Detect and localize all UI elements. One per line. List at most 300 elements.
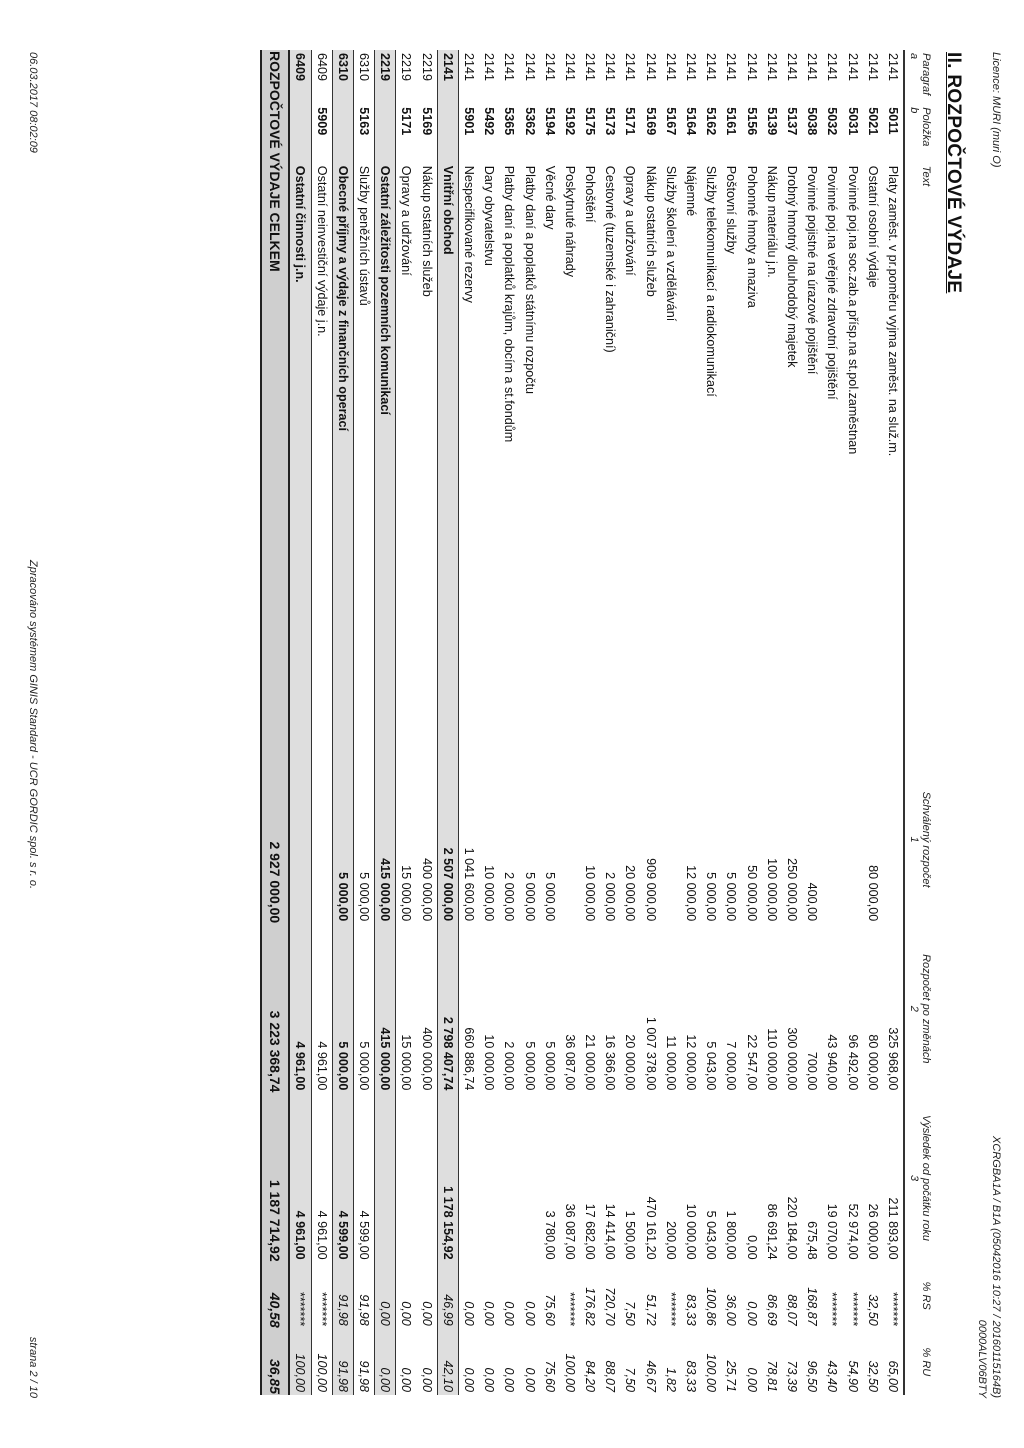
cell-paragraf: 6310 — [332, 50, 353, 104]
cell-vysledek: 36 087,00 — [562, 1203, 577, 1260]
cell-po-zmenach: 5 000,00 — [332, 924, 353, 1093]
col-index-b: b — [904, 104, 920, 163]
cell-po-zmenach: 22 547,00 — [744, 1034, 759, 1091]
total-vysledek: 1 187 714,92 — [261, 1093, 289, 1262]
cell-polozka: 5163 — [357, 107, 372, 136]
cell-text: Ostatní činnosti j.n. — [289, 163, 311, 755]
cell-paragraf: 2141 — [461, 53, 476, 82]
cell-po-zmenach: 16 366,00 — [603, 1034, 618, 1091]
cell-schvaleny: 10 000,00 — [482, 865, 497, 922]
cell-pct-rs: 0,00 — [502, 1301, 517, 1326]
cell-pct-ru: 84,20 — [583, 1360, 598, 1392]
subtotal-row — [289, 50, 311, 1395]
cell-paragraf: 2141 — [704, 53, 719, 82]
expenditure-table — [260, 50, 932, 1395]
cell-text: Poskytnuté náhrady — [562, 165, 577, 278]
cell-text: Opravy a udržování — [623, 165, 638, 276]
cell-schvaleny: 15 000,00 — [399, 865, 414, 922]
cell-vysledek — [396, 1093, 417, 1262]
cell-po-zmenach: 5 000,00 — [357, 1041, 372, 1091]
cell-pct-ru: 100,00 — [562, 1353, 577, 1392]
col-index-2: 2 — [904, 924, 920, 1093]
page-number: strana 2 / 10 — [27, 1336, 39, 1398]
cell-vysledek: 14 414,00 — [603, 1203, 618, 1260]
table-row — [802, 50, 822, 1395]
cell-pct-ru: 91,98 — [332, 1329, 353, 1395]
table-row — [600, 50, 620, 1395]
cell-po-zmenach: 415 000,00 — [375, 924, 396, 1093]
cell-text: Obecné příjmy a výdaje z finančních operací — [332, 163, 353, 755]
cell-pct-ru: 0,00 — [375, 1329, 396, 1395]
cell-pct-ru: 1,82 — [663, 1367, 678, 1392]
cell-text: Ostatní záležitosti pozemních komunikací — [375, 163, 396, 755]
cell-po-zmenach: 400 000,00 — [419, 1027, 434, 1091]
table-row — [822, 50, 842, 1395]
cell-pct-ru: 73,39 — [784, 1360, 799, 1392]
cell-text: Povinné poj.na soc.zab.a přísp.na st.pol.zaměstnan — [845, 165, 860, 455]
cell-paragraf: 2141 — [502, 53, 517, 82]
cell-polozka: 5156 — [744, 107, 759, 136]
table-row — [540, 50, 560, 1395]
cell-pct-rs: 0,00 — [375, 1263, 396, 1329]
table-row — [479, 50, 499, 1395]
col-polozka: Položka — [920, 107, 932, 147]
cell-pct-rs: 32,50 — [865, 1294, 880, 1326]
cell-paragraf: 6310 — [357, 53, 372, 82]
cell-pct-rs: 0,00 — [482, 1301, 497, 1326]
cell-text: Pohoštění — [583, 165, 598, 223]
cell-paragraf: 2141 — [603, 53, 618, 82]
cell-paragraf: 2141 — [825, 53, 840, 82]
cell-pct-ru: 7,50 — [623, 1367, 638, 1392]
cell-paragraf: 2141 — [784, 53, 799, 82]
cell-pct-ru: 0,00 — [744, 1367, 759, 1392]
table-row — [863, 50, 883, 1395]
cell-pct-rs: 100,86 — [704, 1287, 719, 1326]
cell-pct-ru: 75,60 — [542, 1360, 557, 1392]
cell-pct-ru: 32,50 — [865, 1360, 880, 1392]
cell-po-zmenach: 21 000,00 — [583, 1034, 598, 1091]
col-index-3: 3 — [904, 1093, 920, 1262]
cell-pct-ru: 96,50 — [805, 1360, 820, 1392]
table-row — [681, 50, 701, 1395]
cell-po-zmenach: 10 000,00 — [482, 1034, 497, 1091]
cell-vysledek: 675,48 — [805, 1221, 820, 1260]
cell-paragraf: 2141 — [437, 50, 458, 104]
cell-text: Povinné pojistné na úrazové pojištění — [805, 165, 820, 375]
cell-po-zmenach: 700,00 — [805, 1051, 820, 1091]
cell-po-zmenach: 20 000,00 — [623, 1034, 638, 1091]
report-code: XCRGBA1A / B1A (05042016 10:27 / 20160115164B) — [990, 1136, 1002, 1398]
cell-vysledek: 1 500,00 — [623, 1210, 638, 1260]
cell-pct-rs: 7,50 — [623, 1301, 638, 1326]
cell-pct-ru: 78,81 — [764, 1360, 779, 1392]
cell-schvaleny: 80 000,00 — [865, 865, 880, 922]
cell-paragraf: 2219 — [399, 53, 414, 82]
cell-vysledek: 4 599,00 — [357, 1210, 372, 1260]
table-row — [620, 50, 640, 1395]
cell-vysledek: 17 682,00 — [583, 1203, 598, 1260]
cell-text: Platby daní a poplatků krajům, obcím a st.fondům — [502, 165, 517, 443]
cell-text: Poštovní služby — [724, 165, 739, 254]
cell-schvaleny — [842, 755, 862, 924]
cell-po-zmenach: 660 886,74 — [461, 1027, 476, 1091]
cell-paragraf: 2141 — [522, 53, 537, 82]
cell-polozka: 5173 — [603, 107, 618, 136]
cell-text: Povinné poj.na veřejné zdravotní pojištění — [825, 165, 840, 400]
cell-paragraf: 2219 — [375, 50, 396, 104]
cell-vysledek: 220 184,00 — [784, 1196, 799, 1260]
cell-po-zmenach: 325 968,00 — [885, 1027, 900, 1091]
cell-polozka: 5909 — [314, 107, 329, 136]
total-po-zmenach: 3 223 368,74 — [261, 924, 289, 1093]
col-pct-rs: % RS — [920, 1281, 932, 1310]
cell-schvaleny — [289, 755, 311, 924]
cell-pct-ru: 42,10 — [437, 1329, 458, 1395]
cell-pct-ru: 88,07 — [603, 1360, 618, 1392]
cell-polozka: 5492 — [482, 107, 497, 136]
cell-po-zmenach: 4 961,00 — [314, 1041, 329, 1091]
cell-pct-rs: 0,00 — [522, 1301, 537, 1326]
cell-pct-rs: 83,33 — [684, 1294, 699, 1326]
cell-pct-rs: 0,00 — [744, 1301, 759, 1326]
table-row — [417, 50, 438, 1395]
cell-text: Nákup ostatních služeb — [643, 165, 658, 297]
total-pct-ru: 36,85 — [261, 1329, 289, 1395]
cell-schvaleny — [661, 755, 681, 924]
cell-text: Nájemné — [684, 165, 699, 217]
cell-polozka: 5169 — [643, 107, 658, 136]
cell-po-zmenach: 15 000,00 — [399, 1034, 414, 1091]
cell-po-zmenach: 5 043,00 — [704, 1041, 719, 1091]
cell-vysledek: 10 000,00 — [684, 1203, 699, 1260]
cell-polozka — [289, 104, 311, 163]
cell-pct-rs: 0,00 — [419, 1301, 434, 1326]
cell-po-zmenach: 96 492,00 — [845, 1034, 860, 1091]
table-row — [560, 50, 580, 1395]
cell-text: Vnitřní obchod — [437, 163, 458, 755]
subtotal-row — [437, 50, 458, 1395]
subtotal-row — [332, 50, 353, 1395]
cell-pct-ru: 100,00 — [289, 1329, 311, 1395]
col-pct-ru: % RU — [920, 1347, 932, 1377]
cell-vysledek — [499, 1093, 519, 1262]
cell-schvaleny: 1 041 600,00 — [461, 847, 476, 922]
table-row — [580, 50, 600, 1395]
cell-po-zmenach: 80 000,00 — [865, 1034, 880, 1091]
cell-pct-rs: 91,98 — [357, 1294, 372, 1326]
cell-paragraf: 2141 — [562, 53, 577, 82]
cell-schvaleny — [560, 755, 580, 924]
cell-paragraf: 2141 — [805, 53, 820, 82]
cell-text: Nákup materiálu j.n. — [764, 165, 779, 278]
cell-vysledek — [417, 1093, 438, 1262]
table-row — [721, 50, 741, 1395]
table-row — [883, 50, 904, 1395]
col-index-1: 1 — [904, 755, 920, 924]
cell-paragraf: 2141 — [542, 53, 557, 82]
total-schvaleny: 2 927 000,00 — [261, 755, 289, 924]
table-row — [661, 50, 681, 1395]
cell-paragraf: 6409 — [314, 53, 329, 82]
cell-schvaleny: 909 000,00 — [643, 858, 658, 922]
cell-vysledek: 26 000,00 — [865, 1203, 880, 1260]
cell-text: Opravy a udržování — [399, 165, 414, 276]
cell-pct-rs: ******* — [289, 1263, 311, 1329]
licence-label: Licence: MURI (muri O) — [990, 52, 1002, 168]
table-row — [519, 50, 539, 1395]
cell-text: Nespecifikované rezervy — [461, 165, 476, 303]
cell-po-zmenach: 11 000,00 — [663, 1035, 678, 1091]
cell-text: Služby peněžních ústavů — [357, 165, 372, 306]
cell-pct-rs: ******* — [845, 1291, 860, 1326]
cell-text: Věcné dary — [542, 165, 557, 230]
table-row — [742, 50, 762, 1395]
cell-pct-ru: 65,00 — [885, 1360, 900, 1392]
cell-schvaleny: 10 000,00 — [583, 865, 598, 922]
cell-pct-ru: 0,00 — [419, 1367, 434, 1392]
cell-paragraf: 2141 — [764, 53, 779, 82]
table-row — [762, 50, 782, 1395]
cell-pct-rs: 168,87 — [805, 1287, 820, 1326]
cell-vysledek: 86 691,24 — [764, 1203, 779, 1260]
report-subcode: 0000ALV06BTY — [976, 1319, 988, 1398]
cell-pct-rs: 36,00 — [724, 1294, 739, 1326]
table-row — [353, 50, 374, 1395]
cell-schvaleny: 250 000,00 — [784, 858, 799, 922]
cell-polozka: 5901 — [461, 107, 476, 136]
print-timestamp: 06.03.2017 08:02:09 — [27, 52, 39, 153]
cell-pct-rs: 86,69 — [764, 1294, 779, 1326]
cell-paragraf: 2141 — [744, 53, 759, 82]
column-header-row — [920, 50, 932, 1395]
cell-vysledek: 0,00 — [744, 1235, 759, 1260]
cell-vysledek: 1 800,00 — [724, 1210, 739, 1260]
cell-text: Služby školení a vzdělávání — [663, 165, 678, 322]
col-po-zmenach: Rozpočet po změnách — [920, 954, 932, 1064]
cell-polozka: 5032 — [825, 107, 840, 136]
cell-pct-rs: 0,00 — [461, 1301, 476, 1326]
cell-vysledek: 470 161,20 — [643, 1196, 658, 1260]
cell-schvaleny: 5 000,00 — [704, 872, 719, 922]
cell-vysledek: 4 961,00 — [289, 1093, 311, 1262]
cell-pct-rs: ******* — [885, 1291, 900, 1326]
cell-polozka: 5169 — [419, 107, 434, 136]
section-title: II. ROZPOČTOVÉ VÝDAJE — [943, 52, 964, 294]
table-row — [396, 50, 417, 1395]
cell-paragraf: 6409 — [289, 50, 311, 104]
cell-polozka: 5031 — [845, 107, 860, 136]
cell-polozka — [437, 104, 458, 163]
cell-pct-ru: 0,00 — [461, 1367, 476, 1392]
table-row — [641, 50, 661, 1395]
cell-vysledek: 52 974,00 — [845, 1203, 860, 1260]
cell-polozka: 5137 — [784, 107, 799, 136]
cell-pct-rs: ******* — [825, 1291, 840, 1326]
cell-paragraf: 2141 — [684, 53, 699, 82]
cell-schvaleny: 20 000,00 — [623, 865, 638, 922]
col-schvaleny: Schválený rozpočet — [920, 791, 932, 888]
cell-pct-ru: 91,98 — [357, 1360, 372, 1392]
cell-text: Platby daní a poplatků státnímu rozpočtu — [522, 165, 537, 395]
cell-polozka: 5171 — [623, 107, 638, 136]
cell-schvaleny: 400,00 — [805, 882, 820, 922]
cell-po-zmenach: 5 000,00 — [522, 1041, 537, 1091]
col-text: Text — [920, 165, 932, 187]
cell-paragraf: 2141 — [643, 53, 658, 82]
grand-total-row — [261, 50, 289, 1395]
cell-pct-rs: 88,07 — [784, 1294, 799, 1326]
cell-text: Dary obyvatelstvu — [482, 165, 497, 266]
cell-pct-ru: 0,00 — [502, 1367, 517, 1392]
cell-pct-rs: ******* — [663, 1291, 678, 1326]
cell-schvaleny — [311, 755, 332, 924]
cell-pct-ru: 43,40 — [825, 1360, 840, 1392]
cell-po-zmenach: 7 000,00 — [724, 1041, 739, 1091]
table-row — [311, 50, 332, 1395]
cell-pct-ru: 0,00 — [522, 1367, 537, 1392]
cell-vysledek: 19 070,00 — [825, 1203, 840, 1260]
cell-polozka: 5365 — [502, 107, 517, 136]
cell-text: Cestovné (tuzemské i zahraniční) — [603, 165, 618, 353]
cell-paragraf: 2141 — [583, 53, 598, 82]
processed-by: Zpracováno systémem GINIS Standard - UCR GORDIC spol. s r. o. — [27, 560, 39, 890]
column-index-row — [904, 50, 920, 1395]
cell-polozka: 5192 — [562, 107, 577, 136]
cell-schvaleny: 415 000,00 — [375, 755, 396, 924]
cell-vysledek — [375, 1093, 396, 1262]
cell-schvaleny: 12 000,00 — [684, 865, 699, 922]
col-paragraf: Paragraf — [920, 53, 932, 96]
cell-pct-ru: 25,71 — [724, 1360, 739, 1392]
total-label: ROZPOČTOVÉ VÝDAJE CELKEM — [261, 50, 289, 755]
cell-po-zmenach: 5 000,00 — [542, 1041, 557, 1091]
table-row — [458, 50, 479, 1395]
cell-paragraf: 2219 — [419, 53, 434, 82]
cell-schvaleny — [822, 755, 842, 924]
total-pct-rs: 40,58 — [261, 1263, 289, 1329]
cell-po-zmenach: 36 087,00 — [562, 1034, 577, 1091]
cell-schvaleny: 5 000,00 — [542, 872, 557, 922]
col-index-a: a — [904, 50, 920, 104]
cell-vysledek — [479, 1093, 499, 1262]
cell-pct-rs: ******* — [314, 1291, 329, 1326]
cell-polozka: 5362 — [522, 107, 537, 136]
cell-polozka: 5038 — [805, 107, 820, 136]
cell-po-zmenach: 4 961,00 — [289, 924, 311, 1093]
table-body — [289, 50, 904, 1395]
cell-paragraf: 2141 — [865, 53, 880, 82]
cell-schvaleny: 400 000,00 — [419, 858, 434, 922]
table-row — [499, 50, 519, 1395]
cell-polozka: 5175 — [583, 107, 598, 136]
cell-pct-rs: 0,00 — [399, 1301, 414, 1326]
cell-pct-ru: 100,00 — [314, 1353, 329, 1392]
cell-po-zmenach: 110 000,00 — [764, 1028, 779, 1091]
cell-pct-rs: 720,70 — [603, 1287, 618, 1326]
cell-polozka: 5021 — [865, 107, 880, 136]
cell-text: Ostatní osobní výdaje — [865, 165, 880, 288]
cell-pct-ru: 100,00 — [704, 1353, 719, 1392]
cell-paragraf: 2141 — [482, 53, 497, 82]
cell-pct-rs: 91,98 — [332, 1263, 353, 1329]
cell-schvaleny: 2 507 000,00 — [437, 755, 458, 924]
cell-po-zmenach: 12 000,00 — [684, 1034, 699, 1091]
cell-vysledek: 4 599,00 — [332, 1093, 353, 1262]
cell-polozka: 5011 — [885, 107, 900, 135]
cell-polozka: 5161 — [724, 107, 739, 136]
cell-schvaleny: 5 000,00 — [357, 872, 372, 922]
cell-text: Platy zaměst. v pr.poměru vyjma zaměst. na služ.m. — [885, 165, 900, 457]
cell-schvaleny: 5 000,00 — [522, 872, 537, 922]
cell-polozka — [375, 104, 396, 163]
cell-text: Nákup ostatních služeb — [419, 165, 434, 297]
subtotal-row — [375, 50, 396, 1395]
cell-paragraf: 2141 — [663, 53, 678, 82]
cell-paragraf: 2141 — [724, 53, 739, 82]
cell-vysledek: 211 893,00 — [885, 1197, 900, 1260]
cell-paragraf: 2141 — [885, 53, 900, 82]
cell-polozka: 5171 — [399, 107, 414, 136]
cell-pct-rs: 75,60 — [542, 1294, 557, 1326]
cell-vysledek — [519, 1093, 539, 1262]
cell-polozka: 5194 — [542, 107, 557, 136]
cell-vysledek: 3 780,00 — [542, 1210, 557, 1260]
cell-text: Ostatní neinvestiční výdaje j.n. — [314, 165, 329, 337]
cell-vysledek: 1 178 154,92 — [437, 1093, 458, 1262]
cell-po-zmenach: 2 000,00 — [502, 1041, 517, 1091]
cell-pct-rs: ******* — [562, 1291, 577, 1326]
table-row — [701, 50, 721, 1395]
cell-pct-ru: 46,67 — [643, 1360, 658, 1392]
cell-paragraf: 2141 — [845, 53, 860, 82]
cell-schvaleny — [883, 755, 904, 924]
col-vysledek: Výsledek od počátku roku — [920, 1115, 932, 1241]
cell-vysledek: 5 043,00 — [704, 1210, 719, 1260]
cell-text: Pohonné hmoty a maziva — [744, 165, 759, 308]
cell-polozka: 5162 — [704, 107, 719, 136]
cell-polozka — [332, 104, 353, 163]
cell-schvaleny: 50 000,00 — [744, 865, 759, 922]
cell-schvaleny: 2 000,00 — [502, 872, 517, 922]
cell-schvaleny: 100 000,00 — [764, 858, 779, 922]
cell-polozka: 5164 — [684, 107, 699, 136]
cell-pct-rs: 46,99 — [437, 1263, 458, 1329]
cell-vysledek — [458, 1093, 479, 1262]
cell-po-zmenach: 2 798 407,74 — [437, 924, 458, 1093]
cell-pct-rs: 51,72 — [643, 1294, 658, 1326]
cell-pct-ru: 54,90 — [845, 1360, 860, 1392]
cell-pct-rs: 176,82 — [583, 1287, 598, 1326]
cell-schvaleny: 2 000,00 — [603, 872, 618, 922]
cell-polozka: 5167 — [663, 107, 678, 136]
cell-pct-ru: 0,00 — [399, 1367, 414, 1392]
cell-vysledek: 4 961,00 — [314, 1210, 329, 1260]
cell-po-zmenach: 300 000,00 — [784, 1027, 799, 1091]
cell-vysledek: 200,00 — [663, 1221, 678, 1260]
cell-paragraf: 2141 — [623, 53, 638, 82]
cell-text: Drobný hmotný dlouhodobý majetek — [784, 165, 799, 368]
table-row — [842, 50, 862, 1395]
cell-schvaleny: 5 000,00 — [332, 755, 353, 924]
cell-pct-ru: 0,00 — [482, 1367, 497, 1392]
cell-po-zmenach: 1 007 378,00 — [643, 1016, 658, 1091]
cell-schvaleny: 5 000,00 — [724, 872, 739, 922]
cell-text: Služby telekomunikací a radiokomunikací — [704, 165, 719, 397]
cell-po-zmenach: 43 940,00 — [825, 1034, 840, 1091]
cell-pct-ru: 83,33 — [684, 1360, 699, 1392]
table-row — [782, 50, 802, 1395]
